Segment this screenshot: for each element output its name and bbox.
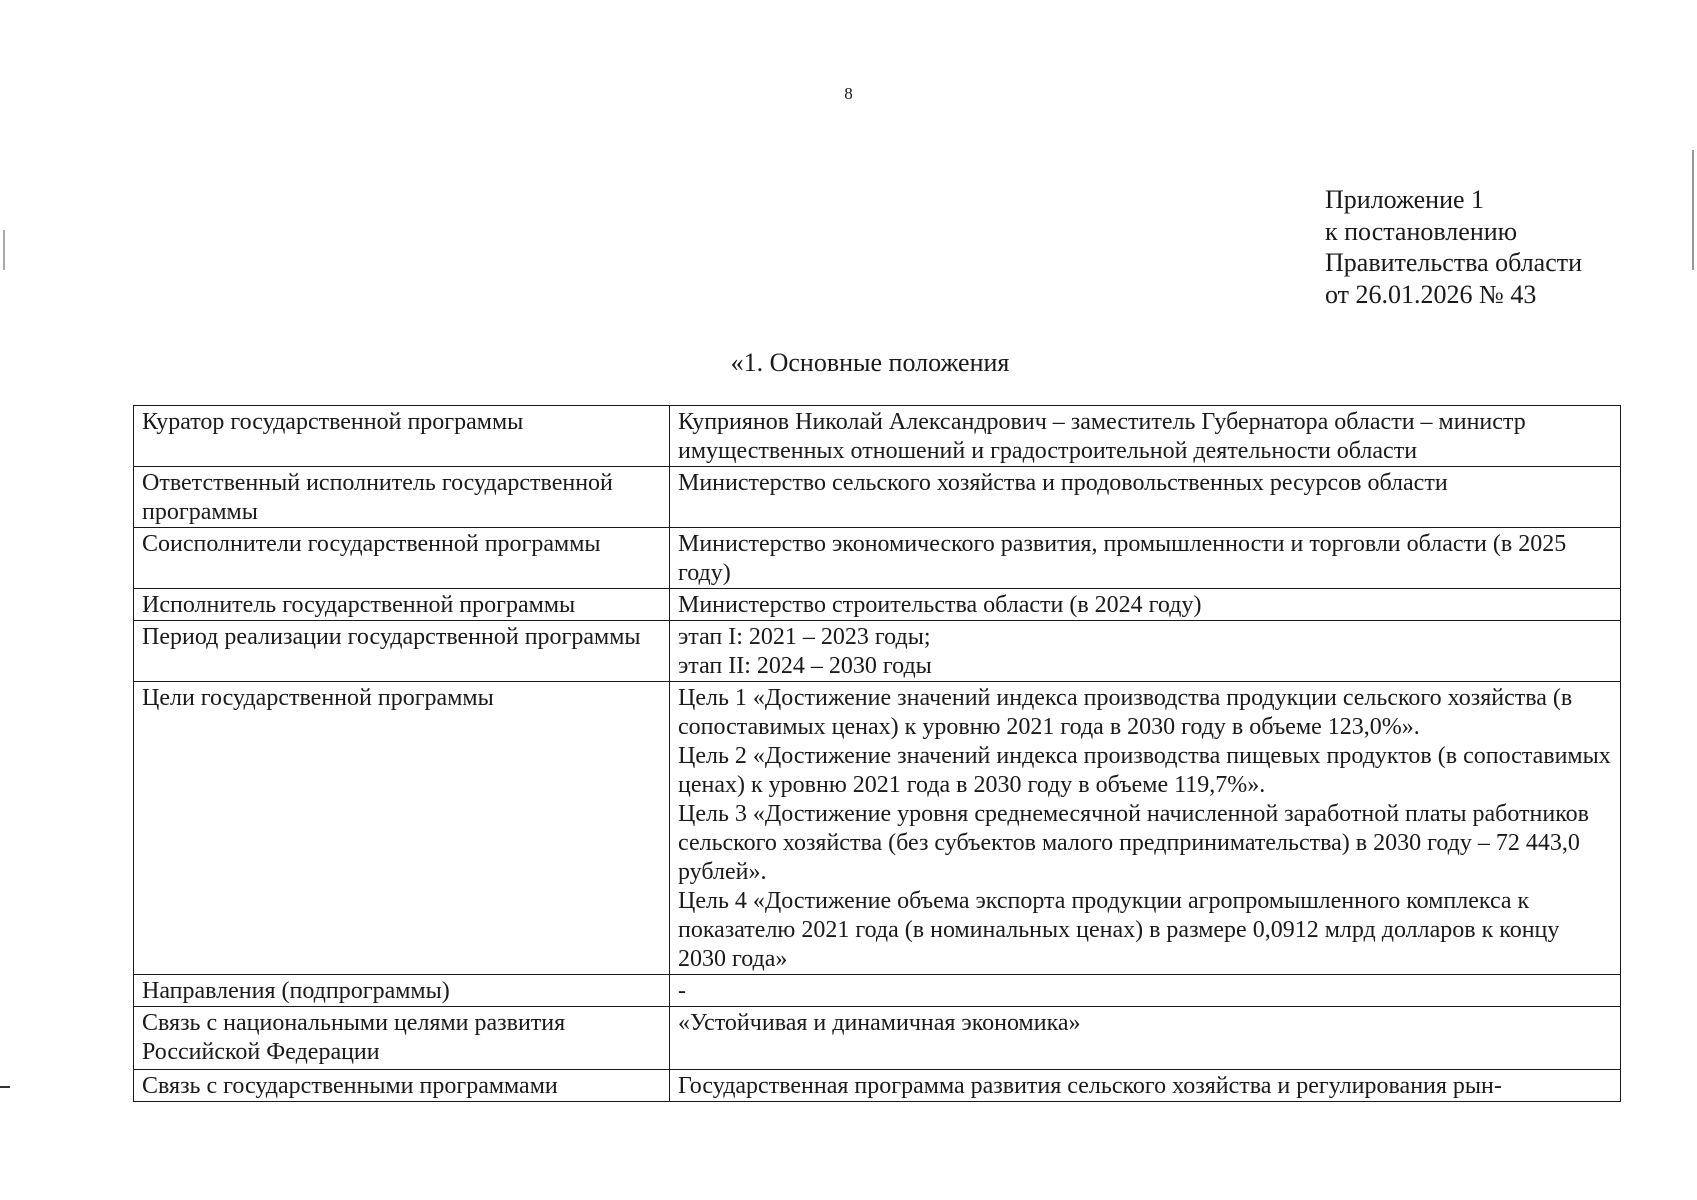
- table-row: [134, 467, 1621, 528]
- scan-edge-mark: [0, 1086, 10, 1088]
- scan-edge-mark: [1692, 150, 1694, 270]
- table-row: [134, 528, 1621, 589]
- goal-item: Цель 3 «Достижение уровня среднемесячной начисленной заработной платы работников сельского хозяйства (без субъектов малого предпринимательства) в 2030 году – 72 443,0 рублей».: [678, 801, 1589, 885]
- table-row: [134, 1070, 1621, 1102]
- page-number: 8: [844, 84, 853, 103]
- table-row: [134, 975, 1621, 1007]
- row-label: Куратор государственной программы: [134, 406, 670, 467]
- appendix-line: от 26.01.2026 № 43: [1325, 279, 1537, 309]
- appendix-header: [1325, 184, 1582, 310]
- goal-item: Цель 4 «Достижение объема экспорта продукции агропромышленного комплекса к показателю 2021 года (в номинальных ценах) в размере 0,0912 млрд долларов к концу 2030 года»: [678, 888, 1560, 972]
- row-value: Министерство сельского хозяйства и продовольственных ресурсов области: [670, 467, 1621, 528]
- appendix-line: Приложение 1: [1325, 185, 1485, 214]
- table-row: [134, 589, 1621, 621]
- row-value: -: [670, 975, 1621, 1007]
- stage-line: этап II: 2024 – 2030 годы: [678, 653, 932, 679]
- row-label: Цели государственной программы: [134, 682, 670, 975]
- row-label: Ответственный исполнитель государственной программы: [134, 467, 670, 528]
- appendix-line: Правительства области: [1325, 248, 1583, 277]
- row-label: Направления (подпрограммы): [134, 975, 670, 1007]
- section-title: «1. Основные положения: [730, 348, 1010, 377]
- row-value: Куприянов Николай Александрович – заместитель Губернатора области – министр имущественных отношений и градостроительной деятельности области: [670, 406, 1621, 467]
- goal-item: Цель 1 «Достижение значений индекса производства продукции сельского хозяйства (в сопоставимых ценах) к уровню 2021 года в 2030 году в объеме 123,0%».: [678, 685, 1573, 740]
- row-label: Исполнитель государственной программы: [134, 589, 670, 621]
- table-row: [134, 406, 1621, 467]
- row-label: Соисполнители государственной программы: [134, 528, 670, 589]
- row-value: Министерство экономического развития, промышленности и торговли области (в 2025 году): [670, 528, 1621, 589]
- program-passport-table: [133, 405, 1621, 1102]
- row-value: Министерство строительства области (в 2024 году): [670, 589, 1621, 621]
- goal-item: Цель 2 «Достижение значений индекса производства пищевых продуктов (в сопоставимых ценах) к уровню 2021 года в 2030 году в объеме 119,7%».: [678, 743, 1611, 798]
- row-value: [670, 621, 1621, 682]
- row-value: Государственная программа развития сельского хозяйства и регулирования рын-: [670, 1070, 1621, 1102]
- row-label: Связь с национальными целями развития Российской Федерации: [134, 1007, 670, 1070]
- table-row: [134, 621, 1621, 682]
- table-row: [134, 1007, 1621, 1070]
- row-value: «Устойчивая и динамичная экономика»: [670, 1007, 1621, 1070]
- table-row: [134, 682, 1621, 975]
- row-value-goals: [670, 682, 1621, 975]
- scan-edge-mark: [3, 230, 5, 270]
- row-label: Период реализации государственной программы: [134, 621, 670, 682]
- appendix-line: к постановлению: [1325, 216, 1518, 246]
- stage-line: этап I: 2021 – 2023 годы;: [678, 624, 931, 650]
- row-label: Связь с государственными программами: [134, 1070, 670, 1102]
